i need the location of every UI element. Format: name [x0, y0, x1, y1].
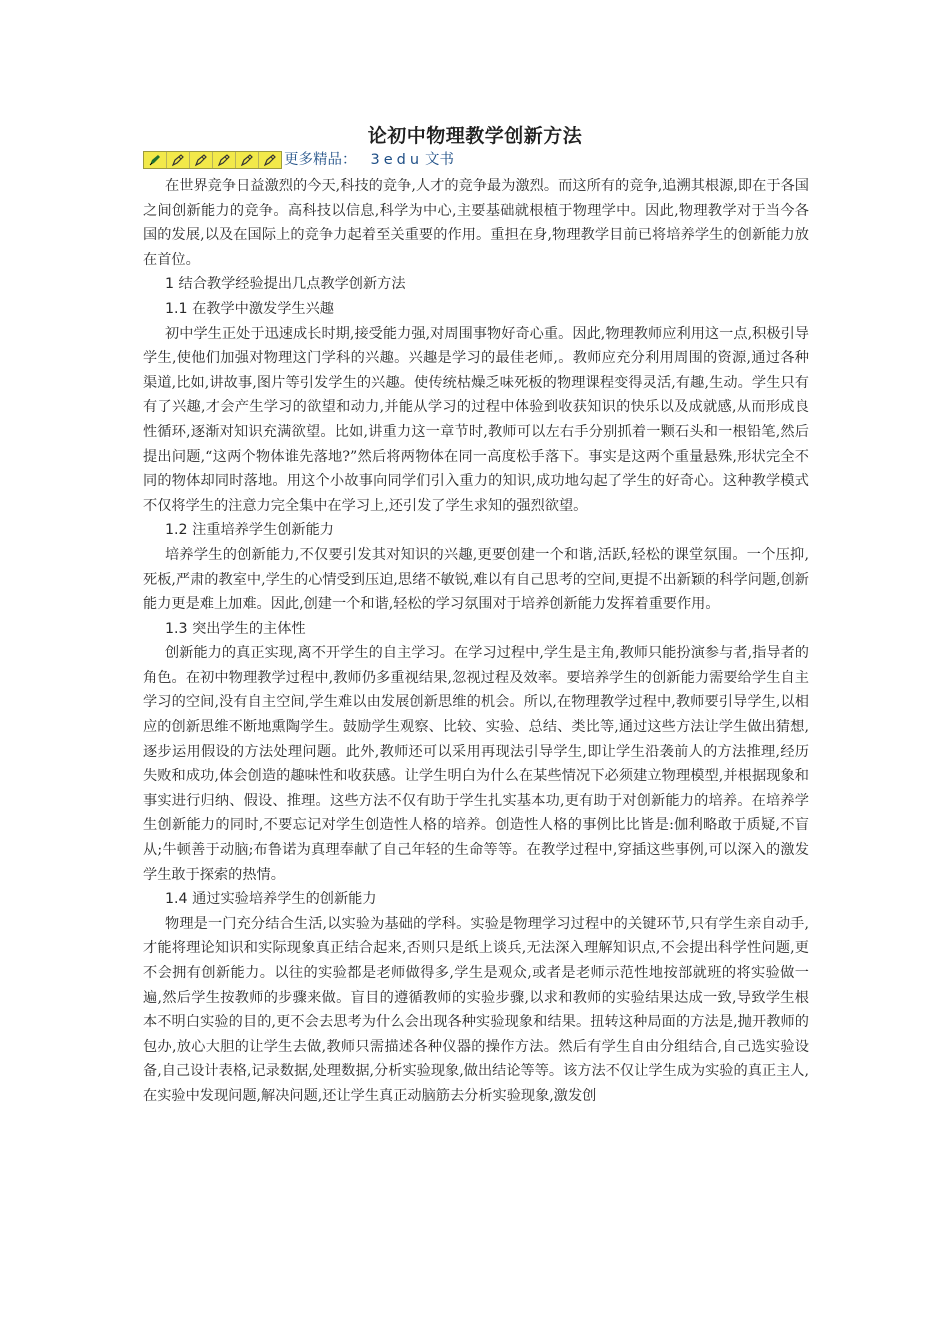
pencil-icon	[190, 152, 213, 168]
paragraph: 培养学生的创新能力,不仅要引发其对知识的兴趣,更要创建一个和谐,活跃,轻松的课堂氛围。一个压抑,死板,严肃的教室中,学生的心情受到压迫,思绪不敏锐,难以有自己思考的空间,更提不出新颖的科学问题,创新能力更是难上加难。因此,创建一个和谐,轻松的学习氛围对于培养创新能力发挥着重要作用。	[143, 546, 809, 613]
icon-strip	[143, 151, 282, 169]
section-heading	[143, 518, 809, 543]
section-heading-text: 通过实验培养学生的创新能力	[192, 891, 377, 908]
pencil-icon	[144, 152, 167, 168]
section-number: 1.3	[165, 620, 188, 637]
section-number: 1.4	[165, 891, 188, 908]
section-heading-text: 注重培养学生创新能力	[192, 522, 334, 539]
site-suffix[interactable]: 文书	[425, 152, 455, 168]
section-heading	[143, 297, 809, 322]
pencil-icon	[167, 152, 190, 168]
section-number: 1	[165, 276, 175, 293]
pencil-icon	[236, 152, 259, 168]
article-body	[143, 174, 809, 1109]
section-heading	[143, 617, 809, 642]
paragraph: 在世界竞争日益激烈的今天,科技的竞争,人才的竞争最为激烈。而这所有的竞争,追溯其根源,即在于各国之间创新能力的竞争。高科技以信息,科学为中心,主要基础就根植于物理学中。因此,物理教学对于当今各国的发展,以及在国际上的竞争力起着至关重要的作用。重担在身,物理教学目前已将培养学生的创新能力放在首位。	[143, 178, 809, 268]
pencil-icon	[259, 152, 281, 168]
pencil-icon	[213, 152, 236, 168]
paragraph: 物理是一门充分结合生活,以实验为基础的学科。实验是物理学习过程中的关键环节,只有学生亲自动手,才能将理论知识和实际现象真正结合起来,否则只是纸上谈兵,无法深入理解知识点,不会提出科学性问题,更不会拥有创新能力。以往的实验都是老师做得多,学生是观众,或者是老师示范性地按部就班的将实验做一遍,然后学生按教师的步骤来做。盲目的遵循教师的实验步骤,以求和教师的实验结果达成一致,导致学生根本不明白实验的目的,更不会去思考为什么会出现各种实验现象和结果。扭转这种局面的方法是,抛开教师的包办,放心大胆的让学生去做,教师只需描述各种仪器的操作方法。然后有学生自由分组结合,自己选实验设备,自己设计表格,记录数据,处理数据,分析实验现象,做出结论等等。该方法不仅让学生成为实验的真正主人,在实验中发现问题,解决问题,还让学生真正动脑筋去分析实验现象,激发创	[143, 915, 809, 1104]
section-number: 1.2	[165, 522, 188, 539]
site-link[interactable]: 3edu	[370, 152, 424, 168]
section-heading-text: 结合教学经验提出几点教学创新方法	[178, 276, 406, 293]
promo-banner[interactable]	[143, 150, 454, 170]
section-heading	[143, 272, 809, 297]
paragraph: 初中学生正处于迅速成长时期,接受能力强,对周围事物好奇心重。因此,物理教师应利用这一点,积极引导学生,使他们加强对物理这门学科的兴趣。兴趣是学习的最佳老师,。教师应充分利用周围的资源,通过各种渠道,比如,讲故事,图片等引发学生的兴趣。使传统枯燥乏味死板的物理课程变得灵活,有趣,生动。学生只有有了兴趣,才会产生学习的欲望和动力,并能从学习的过程中体验到收获知识的快乐以及成就感,从而形成良性循环,逐渐对知识充满欲望。比如,讲重力这一章节时,教师可以左右手分别抓着一颗石头和一根铅笔,然后提出问题,“这两个物体谁先落地?”然后将两物体在同一高度松手落下。事实是这两个重量悬殊,形状完全不同的物体却同时落地。用这个小故事向同学们引入重力的知识,成功地勾起了学生的好奇心。这种教学模式不仅将学生的注意力完全集中在学习上,还引发了学生求知的强烈欲望。	[143, 325, 809, 514]
section-number: 1.1	[165, 300, 188, 317]
section-heading-text: 在教学中激发学生兴趣	[192, 300, 334, 317]
section-heading	[143, 887, 809, 912]
document-title: 论初中物理教学创新方法	[367, 125, 583, 147]
more-label[interactable]: 更多精品：	[284, 152, 357, 168]
section-heading-text: 突出学生的主体性	[192, 620, 306, 637]
paragraph: 创新能力的真正实现,离不开学生的自主学习。在学习过程中,学生是主角,教师只能扮演参与者,指导者的角色。在初中物理教学过程中,教师仍多重视结果,忽视过程及效率。要培养学生的创新能力需要给学生自主学习的空间,没有自主空间,学生难以由发展创新思维的机会。所以,在物理教学过程中,教师要引导学生,以相应的创新思维不断地熏陶学生。鼓励学生观察、比较、实验、总结、类比等,通过这些方法让学生做出猜想,逐步运用假设的方法处理问题。此外,教师还可以采用再现法引导学生,即让学生沿袭前人的方法推理,经历失败和成功,体会创造的趣味性和收获感。让学生明白为什么在某些情况下必须建立物理模型,并根据现象和事实进行归纳、假设、推理。这些方法不仅有助于学生扎实基本功,更有助于对创新能力的培养。在培养学生创新能力的同时,不要忘记对学生创造性人格的培养。创造性人格的事例比比皆是:伽利略敢于质疑,不盲从;牛顿善于动脑;布鲁诺为真理奉献了自己年轻的生命等等。在教学过程中,穿插这些事例,可以深入的激发学生敢于探索的热情。	[143, 645, 809, 883]
